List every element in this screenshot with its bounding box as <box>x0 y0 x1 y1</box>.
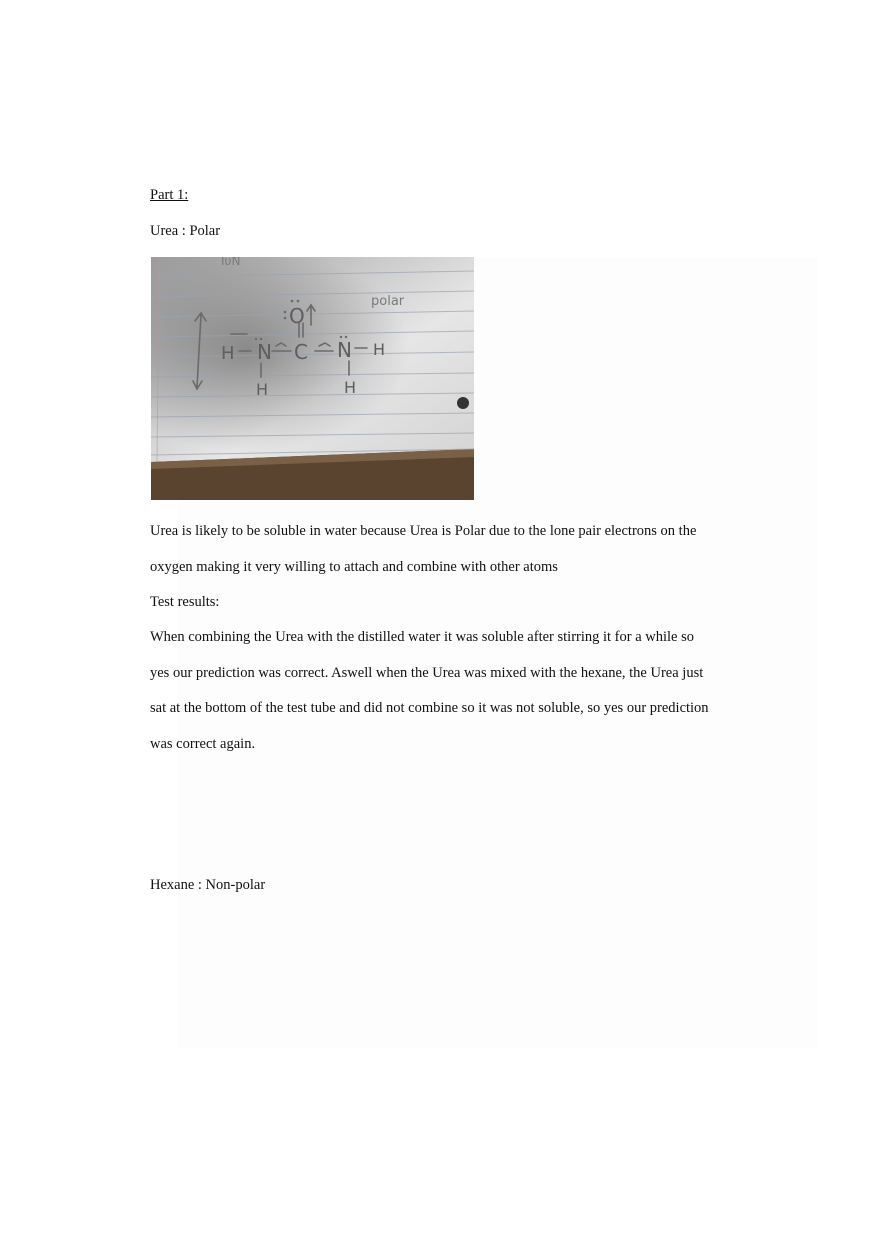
urea-lewis-structure-photo <box>151 257 474 500</box>
results-line-2: yes our prediction was correct. Aswell when the Urea was mixed with the hexane, the Urea just <box>150 665 704 681</box>
drawing-h-bottom-left: H <box>256 380 269 399</box>
results-line-1: When combining the Urea with the distilled water it was soluble after stirring it for a while so <box>150 629 695 645</box>
prediction-line-2: oxygen making it very willing to attach and combine with other atoms <box>150 559 558 575</box>
drawing-top-scribble: IυN <box>221 257 241 268</box>
drawing-h-right: H <box>373 340 386 359</box>
drawing-h-left: H <box>221 343 235 364</box>
drawing-n-right: N <box>337 338 352 362</box>
drawing-o-atom: O <box>289 304 305 328</box>
results-line-4: was correct again. <box>150 736 256 752</box>
hexane-polarity-label: Hexane : Non-polar <box>150 877 266 893</box>
drawing-n-left: N <box>257 340 272 364</box>
drawing-polar-note: polar <box>371 294 405 309</box>
results-line-3: sat at the bottom of the test tube and did not combine so it was not soluble, so yes our prediction <box>150 700 709 716</box>
urea-polarity-label: Urea : Polar <box>150 223 221 239</box>
drawing-c-atom: C <box>294 340 308 364</box>
drawing-h-bottom-right: H <box>344 378 357 397</box>
prediction-line-1: Urea is likely to be soluble in water because Urea is Polar due to the lone pair electrons on the <box>150 523 697 539</box>
test-results-label: Test results: <box>150 594 220 610</box>
part1-heading: Part 1: <box>150 187 189 203</box>
